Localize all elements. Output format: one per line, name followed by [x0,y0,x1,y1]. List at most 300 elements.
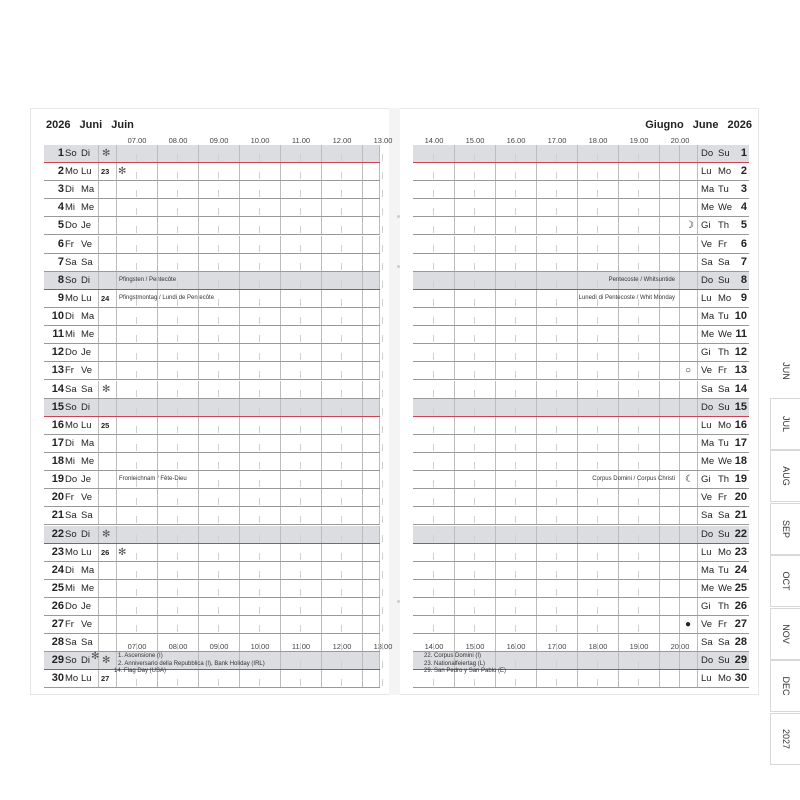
half-hour-line [515,245,516,252]
hour-line [577,362,578,379]
day-row-left[interactable] [44,344,380,362]
day-row-left[interactable] [44,616,380,634]
half-hour-line [300,317,301,324]
half-hour-line [136,607,137,614]
day-number: 20 [51,491,64,503]
day-number: 17 [51,437,64,449]
day-row-left[interactable] [44,634,380,652]
day-row-left[interactable] [44,181,380,199]
hour-line [157,290,158,307]
hour-line [198,145,199,162]
half-hour-line [300,172,301,179]
hour-line [659,381,660,398]
right-page-header [645,119,752,131]
hour-line [280,453,281,470]
day-number: 13 [51,364,64,376]
day-row-right[interactable] [413,526,749,544]
hour-line [618,181,619,198]
hour-line [362,145,363,162]
day-number: 5 [57,219,64,231]
column-line [116,326,117,343]
column-line [379,217,380,234]
half-hour-line [259,553,260,560]
half-hour-line [218,226,219,233]
footnotes-right [424,653,506,676]
hour-line [321,399,322,416]
half-hour-line [382,390,383,397]
weekday-it: Ma [701,311,715,322]
hour-line [239,199,240,216]
hour-line [321,507,322,524]
hour-line [536,616,537,633]
month-tab[interactable] [770,713,800,765]
half-hour-line [433,408,434,415]
hour-line [659,236,660,253]
hour-line [239,381,240,398]
hour-line [239,598,240,615]
hour-line [362,199,363,216]
hour-line [239,453,240,470]
day-row-right[interactable] [413,254,749,272]
weekday-en: Sa [718,637,730,648]
weekday-de: So [65,655,77,666]
hour-line [362,362,363,379]
day-row-right[interactable] [413,362,749,380]
hour-line [454,199,455,216]
half-hour-line [218,390,219,397]
hour-line [618,254,619,271]
hour-line [618,598,619,615]
day-row-right[interactable] [413,562,749,580]
column-line [697,580,698,597]
column-line [679,399,680,416]
hour-line [239,145,240,162]
day-number: 5 [740,219,747,231]
month-tab[interactable] [770,398,800,450]
hour-line [618,489,619,506]
day-row-right[interactable] [413,507,749,525]
half-hour-line [218,553,219,560]
column-line [679,362,680,379]
day-row-left[interactable] [44,381,380,399]
half-hour-line [341,245,342,252]
day-row-left[interactable] [44,254,380,272]
hour-line [659,526,660,543]
day-number: 16 [51,419,64,431]
half-hour-line [259,335,260,342]
weekday-fr: Ma [81,311,95,322]
hour-line [495,616,496,633]
day-row-left[interactable] [44,163,380,181]
half-hour-line [259,299,260,306]
day-row-left[interactable] [44,199,380,217]
half-hour-line [433,172,434,179]
half-hour-line [136,480,137,487]
month-tab-label: SEP [780,519,791,538]
column-line [98,598,99,615]
column-line [116,417,117,434]
day-row-right[interactable] [413,344,749,362]
weekday-en: Th [718,220,730,231]
half-hour-line [433,299,434,306]
half-hour-line [218,299,219,306]
column-line [679,417,680,434]
half-hour-line [177,154,178,161]
hour-line [239,217,240,234]
weekday-de: Mo [65,293,79,304]
weekday-fr: Sa [81,384,93,395]
column-line [679,326,680,343]
hour-line [536,453,537,470]
weekday-en: Tu [718,184,729,195]
hour-line [454,181,455,198]
day-row-right[interactable] [413,616,749,634]
day-number: 13 [734,364,747,376]
day-row-left[interactable] [44,326,380,344]
half-hour-line [474,480,475,487]
day-row-left[interactable] [44,562,380,580]
hour-line [536,381,537,398]
day-row-right[interactable] [413,217,749,235]
half-hour-line [638,208,639,215]
day-row-left[interactable] [44,236,380,254]
half-hour-line [177,571,178,578]
moon-phase-icon: ☾ [685,474,694,485]
day-row-right[interactable] [413,544,749,562]
day-number: 3 [57,183,64,195]
half-hour-line [556,154,557,161]
day-row-right[interactable] [413,399,749,417]
column-line [116,145,117,162]
hour-line [321,489,322,506]
half-hour-line [218,335,219,342]
holiday-note: Pfingstmontag / Lundi de Pentecôte [119,295,215,301]
half-hour-line [259,607,260,614]
day-row-left[interactable] [44,435,380,453]
hour-line [280,507,281,524]
day-row-right[interactable] [413,272,749,290]
hour-line [454,435,455,452]
hour-line [362,163,363,180]
day-number: 18 [734,455,747,467]
month-tab[interactable] [770,608,800,660]
half-hour-line [638,607,639,614]
weekday-en: Fr [718,239,727,250]
half-hour-line [218,263,219,270]
half-hour-line [638,154,639,161]
column-line [98,453,99,470]
half-hour-line [515,317,516,324]
month-tab[interactable] [770,345,800,397]
weekday-fr: Lu [81,166,92,177]
column-line [379,399,380,416]
day-row-left[interactable] [44,362,380,380]
hour-line [239,236,240,253]
half-hour-line [259,172,260,179]
half-hour-line [382,462,383,469]
half-hour-line [177,643,178,650]
column-line [697,544,698,561]
weekday-en: Su [718,529,730,540]
day-row-right[interactable] [413,381,749,399]
half-hour-line [474,625,475,632]
day-row-right[interactable] [413,580,749,598]
hour-line [577,634,578,651]
hour-line [239,417,240,434]
weekday-en: Mo [718,673,732,684]
weekday-it: Me [701,583,715,594]
column-line [697,181,698,198]
half-hour-line [177,589,178,596]
half-hour-line [515,408,516,415]
weekday-en: Th [718,347,730,358]
hour-line [577,435,578,452]
hour-line [362,598,363,615]
month-tab[interactable] [770,660,800,712]
weekday-it: Ve [701,365,713,376]
hour-line [495,435,496,452]
weekday-de: So [65,402,77,413]
hour-label: 13.00 [373,642,393,651]
half-hour-line [433,498,434,505]
half-hour-line [433,516,434,523]
column-line [679,507,680,524]
half-hour-line [474,679,475,686]
half-hour-line [433,190,434,197]
hour-line [618,362,619,379]
half-hour-line [474,263,475,270]
half-hour-line [341,154,342,161]
column-line [379,616,380,633]
half-hour-line [382,335,383,342]
weekday-en: Tu [718,438,729,449]
month-tab-label: AUG [780,466,791,486]
column-line [697,344,698,361]
half-hour-line [341,408,342,415]
hour-line [618,381,619,398]
column-line [697,381,698,398]
hour-line [659,344,660,361]
weekday-it: Lu [701,166,712,177]
month-tab[interactable] [770,555,800,607]
hour-line [495,544,496,561]
hour-line [198,181,199,198]
hour-line [495,272,496,289]
holiday-star-icon: ✻ [102,384,111,395]
column-line [679,562,680,579]
half-hour-line [218,643,219,650]
weekday-fr: Di [81,655,90,666]
day-row-left[interactable] [44,145,380,163]
hour-line [239,544,240,561]
column-line [98,163,99,180]
day-row-left[interactable] [44,544,380,562]
hour-line [198,453,199,470]
hour-line [577,670,578,687]
hour-line [495,199,496,216]
day-row-left[interactable] [44,526,380,544]
half-hour-line [259,516,260,523]
day-number: 10 [51,310,64,322]
day-row-right[interactable] [413,308,749,326]
column-line [98,435,99,452]
hour-line [239,326,240,343]
day-row-left[interactable] [44,217,380,235]
column-line [697,254,698,271]
week-number: 23 [101,167,110,176]
day-row-right[interactable] [413,199,749,217]
hour-label: 13.00 [373,136,393,145]
half-hour-line [433,226,434,233]
day-row-right[interactable] [413,181,749,199]
half-hour-line [515,190,516,197]
half-hour-line [218,426,219,433]
holiday-star-icon: ✻ [102,529,111,540]
day-row-left[interactable] [44,489,380,507]
day-number: 14 [51,383,64,395]
weekday-fr: Ve [81,239,93,250]
half-hour-line [300,571,301,578]
hour-line [198,362,199,379]
day-row-left[interactable] [44,471,380,489]
hour-line [577,399,578,416]
day-row-left[interactable] [44,308,380,326]
day-row-right[interactable] [413,471,749,489]
weekday-fr: Me [81,583,95,594]
day-number: 3 [740,183,747,195]
half-hour-line [382,553,383,560]
day-row-right[interactable] [413,489,749,507]
hour-label: 19.00 [629,642,649,651]
weekday-fr: Ve [81,492,93,503]
half-hour-line [515,553,516,560]
hour-line [198,489,199,506]
half-hour-line [300,353,301,360]
half-hour-line [259,226,260,233]
day-row-left[interactable] [44,580,380,598]
half-hour-line [259,208,260,215]
day-row-right[interactable] [413,634,749,652]
half-hour-line [177,245,178,252]
hour-line [618,580,619,597]
month-tab[interactable] [770,450,800,502]
day-row-right[interactable] [413,598,749,616]
half-hour-line [638,190,639,197]
half-hour-line [433,625,434,632]
hour-line [321,254,322,271]
half-hour-line [474,498,475,505]
day-row-left[interactable] [44,290,380,308]
footnote-line: 2. Anniversario della Repubblica (I), Bank Holiday (IRL) [118,660,265,667]
column-line [679,453,680,470]
hour-line [577,181,578,198]
weekday-it: Ma [701,438,715,449]
column-line [379,598,380,615]
half-hour-line [259,625,260,632]
weekday-fr: Je [81,220,92,231]
half-hour-line [300,625,301,632]
column-line [98,580,99,597]
half-hour-line [382,154,383,161]
day-row-right[interactable] [413,236,749,254]
hour-line [239,471,240,488]
day-row-left[interactable] [44,399,380,417]
day-row-right[interactable] [413,145,749,163]
half-hour-line [341,679,342,686]
half-hour-line [136,498,137,505]
half-hour-line [474,208,475,215]
weekday-en: Fr [718,365,727,376]
day-row-right[interactable] [413,163,749,181]
weekday-fr: Di [81,148,90,159]
hour-line [659,670,660,687]
day-row-right[interactable] [413,435,749,453]
day-row-left[interactable] [44,507,380,525]
day-number: 11 [52,328,64,340]
half-hour-line [177,426,178,433]
day-number: 27 [51,618,64,630]
half-hour-line [638,335,639,342]
hour-line [536,526,537,543]
hour-line [495,254,496,271]
half-hour-line [597,661,598,668]
half-hour-line [638,643,639,650]
column-line [697,634,698,651]
half-hour-line [300,661,301,668]
half-hour-line [638,535,639,542]
hour-line [362,272,363,289]
hour-line [157,489,158,506]
hour-line [495,453,496,470]
column-line [679,598,680,615]
half-hour-line [638,426,639,433]
day-row-left[interactable] [44,598,380,616]
day-row-left[interactable] [44,453,380,471]
column-line [379,670,380,687]
half-hour-line [556,245,557,252]
column-line [679,145,680,162]
half-hour-line [136,172,137,179]
column-line [98,381,99,398]
binder-hole [397,600,400,603]
column-line [116,562,117,579]
day-row-right[interactable] [413,453,749,471]
hour-line [659,580,660,597]
day-row-right[interactable] [413,417,749,435]
half-hour-line [556,553,557,560]
holiday-note: Pfingsten / Pentecôte [119,277,177,283]
day-row-left[interactable] [44,417,380,435]
hour-line [198,562,199,579]
day-row-right[interactable] [413,326,749,344]
weekday-fr: Ma [81,565,95,576]
weekday-fr: Je [81,474,92,485]
half-hour-line [474,245,475,252]
half-hour-line [136,317,137,324]
hour-line [536,562,537,579]
hour-line [536,217,537,234]
half-hour-line [341,335,342,342]
weekday-de: Do [65,601,78,612]
hour-line [454,145,455,162]
half-hour-line [638,226,639,233]
half-hour-line [597,553,598,560]
half-hour-line [218,281,219,288]
day-row-left[interactable] [44,272,380,290]
day-row-right[interactable] [413,290,749,308]
month-tab[interactable] [770,503,800,555]
hour-line [280,652,281,669]
